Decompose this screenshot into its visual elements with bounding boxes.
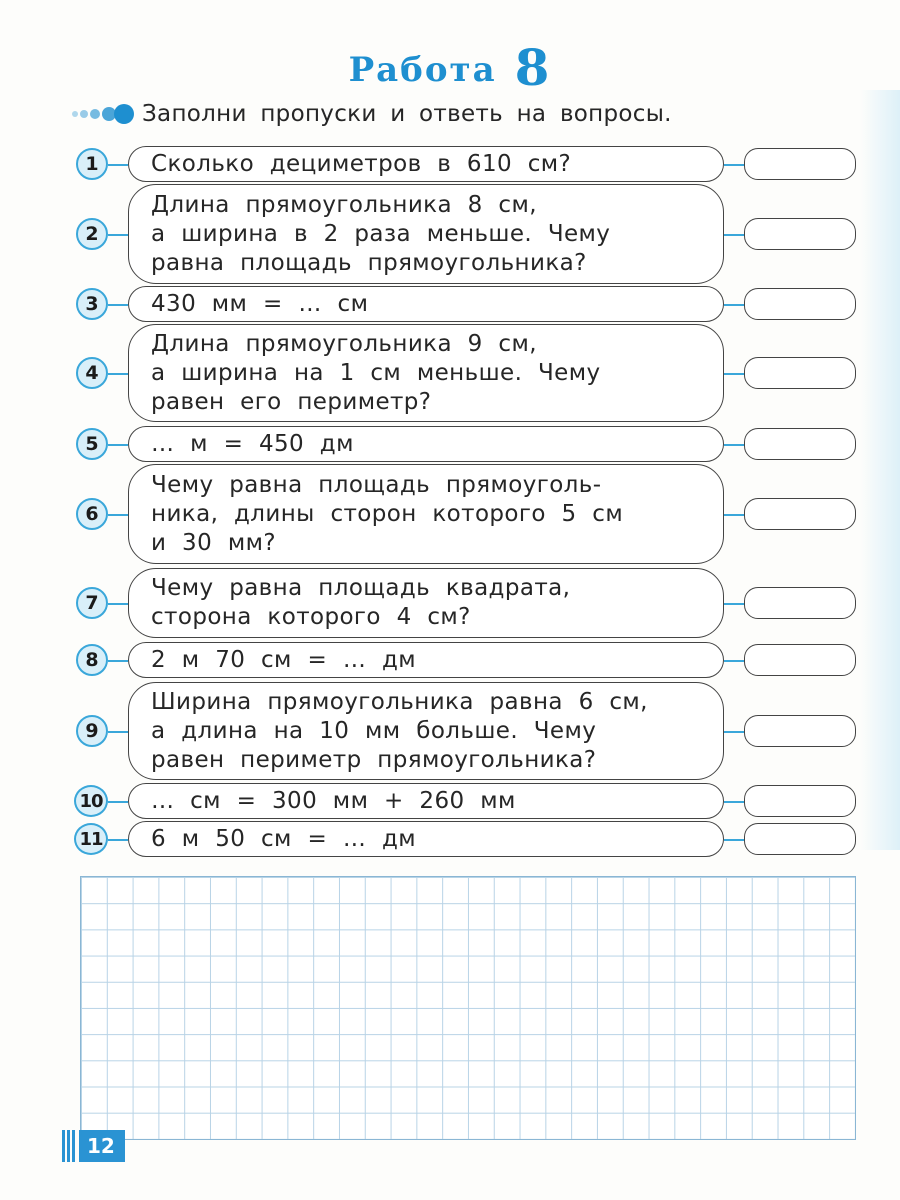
answer-box[interactable] <box>744 357 856 389</box>
question-line: а длина на 10 мм больше. Чему <box>151 717 597 744</box>
connector-line <box>108 373 128 375</box>
page-number: 12 <box>79 1130 125 1162</box>
question-number: 8 <box>76 644 108 676</box>
question-text <box>151 330 600 417</box>
connector-line <box>108 801 128 803</box>
question-text <box>151 290 368 319</box>
question-line: сторона которого 4 см? <box>151 604 471 630</box>
question-row <box>0 426 900 462</box>
connector-line <box>724 234 744 236</box>
question-text <box>151 574 570 632</box>
question-line: Длина прямоугольника 8 см, <box>151 191 537 218</box>
connector-line <box>108 304 128 306</box>
connector-line <box>108 444 128 446</box>
connector-line <box>108 660 128 662</box>
question-box <box>128 821 724 857</box>
connector-line <box>724 164 744 166</box>
connector-line <box>724 801 744 803</box>
page-tab-stripes <box>62 1130 77 1162</box>
question-box <box>128 682 724 780</box>
answer-grid[interactable] <box>80 876 856 1140</box>
question-line: 6 м 50 см = … дм <box>151 825 417 852</box>
question-line: … м = 450 дм <box>151 430 354 457</box>
answer-box[interactable] <box>744 644 856 676</box>
instruction-text: Заполни пропуски и ответь на вопросы. <box>142 101 672 127</box>
question-row <box>0 682 900 780</box>
question-line: Ширина прямоугольника равна 6 см, <box>151 688 648 715</box>
question-row <box>0 821 900 857</box>
connector-line <box>724 839 744 841</box>
question-box <box>128 286 724 322</box>
bullet-dots-icon <box>72 104 134 124</box>
question-line: а ширина в 2 раза меньше. Чему <box>151 220 611 247</box>
question-box <box>128 464 724 564</box>
question-line: равна площадь прямоугольника? <box>151 249 587 276</box>
connector-line <box>108 164 128 166</box>
question-row <box>0 642 900 678</box>
question-line: Сколько дециметров в 610 см? <box>151 150 572 177</box>
answer-box[interactable] <box>744 288 856 320</box>
question-box <box>128 426 724 462</box>
connector-line <box>724 373 744 375</box>
question-text <box>151 471 623 558</box>
question-text <box>151 430 354 459</box>
question-number: 5 <box>76 428 108 460</box>
question-box <box>128 783 724 819</box>
question-text <box>151 787 516 816</box>
question-line: Длина прямоугольника 9 см, <box>151 330 537 357</box>
question-box <box>128 568 724 638</box>
question-row <box>0 464 900 564</box>
question-text <box>151 191 610 278</box>
question-text <box>151 825 416 854</box>
question-line: ника, длины сторон которого 5 см <box>151 500 624 527</box>
question-number: 3 <box>76 288 108 320</box>
answer-box[interactable] <box>744 587 856 619</box>
question-row <box>0 568 900 638</box>
question-line: равен периметр прямоугольника? <box>151 746 597 773</box>
question-row <box>0 146 900 182</box>
answer-box[interactable] <box>744 148 856 180</box>
question-number: 6 <box>76 498 108 530</box>
connector-line <box>108 603 128 605</box>
page-number-tab <box>62 1130 125 1162</box>
answer-box[interactable] <box>744 498 856 530</box>
title-word: Работа <box>348 50 497 90</box>
question-box <box>128 146 724 182</box>
question-number: 10 <box>74 785 108 817</box>
connector-line <box>724 731 744 733</box>
answer-box[interactable] <box>744 428 856 460</box>
answer-box[interactable] <box>744 785 856 817</box>
question-line: и 30 мм? <box>151 529 276 556</box>
question-line: Чему равна площадь квадрата, <box>151 575 571 601</box>
connector-line <box>724 514 744 516</box>
connector-line <box>724 304 744 306</box>
question-number: 11 <box>74 823 108 855</box>
connector-line <box>108 731 128 733</box>
question-row <box>0 286 900 322</box>
question-text <box>151 688 648 775</box>
connector-line <box>724 603 744 605</box>
connector-line <box>108 514 128 516</box>
title-number: 8 <box>514 38 552 97</box>
question-number: 7 <box>76 587 108 619</box>
question-row <box>0 783 900 819</box>
question-line: 430 мм = … см <box>151 290 369 317</box>
question-number: 2 <box>76 218 108 250</box>
connector-line <box>108 234 128 236</box>
question-row <box>0 184 900 284</box>
question-number: 9 <box>76 715 108 747</box>
question-number: 1 <box>76 148 108 180</box>
question-line: 2 м 70 см = … дм <box>151 646 417 673</box>
question-line: а ширина на 1 см меньше. Чему <box>151 359 601 386</box>
question-box <box>128 184 724 284</box>
question-line: … см = 300 мм + 260 мм <box>151 787 516 814</box>
connector-line <box>108 839 128 841</box>
question-text <box>151 646 416 675</box>
answer-box[interactable] <box>744 823 856 855</box>
question-row <box>0 324 900 422</box>
page-title <box>0 38 900 97</box>
instruction <box>72 99 672 129</box>
question-box <box>128 324 724 422</box>
question-line: равен его периметр? <box>151 388 432 415</box>
answer-box[interactable] <box>744 715 856 747</box>
connector-line <box>724 444 744 446</box>
question-text <box>151 150 571 179</box>
answer-box[interactable] <box>744 218 856 250</box>
question-line: Чему равна площадь прямоуголь- <box>151 471 602 498</box>
question-box <box>128 642 724 678</box>
question-number: 4 <box>76 357 108 389</box>
connector-line <box>724 660 744 662</box>
